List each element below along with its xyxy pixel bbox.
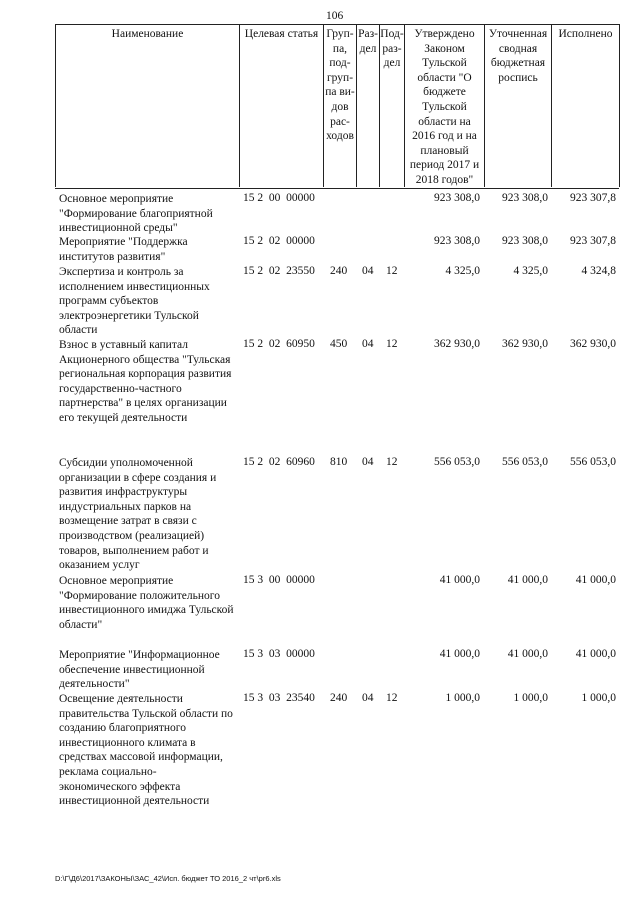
row-approved: 556 053,0 <box>434 456 480 468</box>
row-refined: 923 308,0 <box>502 192 548 204</box>
row-target-code: 15 3 03 23540 <box>243 692 315 704</box>
row-group: 240 <box>330 265 348 277</box>
row-executed: 362 930,0 <box>570 338 616 350</box>
row-target-code: 15 2 02 23550 <box>243 265 315 277</box>
row-section: 04 <box>362 338 374 350</box>
header-executed: Исполнено <box>558 28 613 40</box>
row-name: Мероприятие "Поддержка институтов развития" <box>59 236 188 263</box>
row-name: Освещение деятельности правительства Тульской области по созданию благоприятного инвестиционного климата в средствах массовой информации, реклама социально- экономического эффекта инвестиционной деятельности <box>59 693 233 808</box>
row-name: Взнос в уставный капитал Акционерного общества "Тульская региональная корпорация развития государственно-частного партнерства" в целях организации его текущей деятельности <box>59 339 232 424</box>
header-refined: Уточненная сводная бюджетная роспись <box>488 28 548 84</box>
row-approved: 1 000,0 <box>445 692 480 704</box>
row-refined: 1 000,0 <box>513 692 548 704</box>
row-target-code: 15 3 00 00000 <box>243 574 315 586</box>
row-target-code: 15 2 02 60950 <box>243 338 315 350</box>
row-refined: 362 930,0 <box>502 338 548 350</box>
row-name: Экспертиза и контроль за исполнением инвестиционных программ субъектов электроэнергетики Тульской области <box>59 266 210 337</box>
row-approved: 41 000,0 <box>439 648 480 660</box>
row-refined: 41 000,0 <box>507 648 548 660</box>
file-path-footer: D:\Г\Д6\2017\ЗАКОНЫ\ЗАС_42\Исп. бюджет ТО 2016_2 чт\pr6.xls <box>55 874 281 883</box>
row-target-code: 15 3 03 00000 <box>243 648 315 660</box>
row-group: 450 <box>330 338 348 350</box>
row-executed: 41 000,0 <box>575 648 616 660</box>
row-subsection: 12 <box>386 692 398 704</box>
row-executed: 923 307,8 <box>570 235 616 247</box>
column-divider <box>239 24 240 187</box>
row-approved: 362 930,0 <box>434 338 480 350</box>
row-refined: 41 000,0 <box>507 574 548 586</box>
row-name: Субсидии уполномоченной организации в сфере создания и развития инфраструктуры индустриальных парков на возмещение затрат в связи с производством (реализацией) товаров, выполнением работ и оказанием услуг <box>59 457 217 572</box>
row-target-code: 15 2 00 00000 <box>243 192 315 204</box>
row-executed: 4 324,8 <box>581 265 616 277</box>
row-executed: 41 000,0 <box>575 574 616 586</box>
header-section: Раз- дел <box>358 28 378 55</box>
row-name: Мероприятие "Информационное обеспечение инвестиционной деятельности" <box>59 649 220 691</box>
column-divider <box>55 24 56 187</box>
row-name: Основное мероприятие "Формирование положительного инвестиционного имиджа Тульской области" <box>59 575 234 631</box>
row-name: Основное мероприятие "Формирование благоприятной инвестиционной среды" <box>59 193 213 235</box>
header-name: Наименование <box>111 28 184 40</box>
header-target: Целевая статья <box>244 28 319 40</box>
row-subsection: 12 <box>386 456 398 468</box>
header-group: Груп- па, под- груп- па ви- дов рас- ходов <box>325 28 355 143</box>
row-target-code: 15 2 02 60960 <box>243 456 315 468</box>
column-divider <box>619 24 620 187</box>
row-executed: 923 307,8 <box>570 192 616 204</box>
header-approved: Утверждено Законом Тульской области "О бюджете Тульской области на 2016 год и на плановый период 2017 и 2018 годов" <box>409 28 480 186</box>
header-subsection: Под- раз- дел <box>380 28 404 70</box>
row-subsection: 12 <box>386 338 398 350</box>
row-approved: 4 325,0 <box>445 265 480 277</box>
row-approved: 923 308,0 <box>434 235 480 247</box>
row-refined: 923 308,0 <box>502 235 548 247</box>
page-number: 106 <box>326 10 344 22</box>
row-refined: 4 325,0 <box>513 265 548 277</box>
row-group: 810 <box>330 456 348 468</box>
row-approved: 923 308,0 <box>434 192 480 204</box>
row-subsection: 12 <box>386 265 398 277</box>
row-section: 04 <box>362 456 374 468</box>
row-executed: 556 053,0 <box>570 456 616 468</box>
row-group: 240 <box>330 692 348 704</box>
row-refined: 556 053,0 <box>502 456 548 468</box>
row-target-code: 15 2 02 00000 <box>243 235 315 247</box>
row-section: 04 <box>362 692 374 704</box>
row-executed: 1 000,0 <box>581 692 616 704</box>
column-divider <box>551 24 552 187</box>
row-section: 04 <box>362 265 374 277</box>
row-approved: 41 000,0 <box>439 574 480 586</box>
